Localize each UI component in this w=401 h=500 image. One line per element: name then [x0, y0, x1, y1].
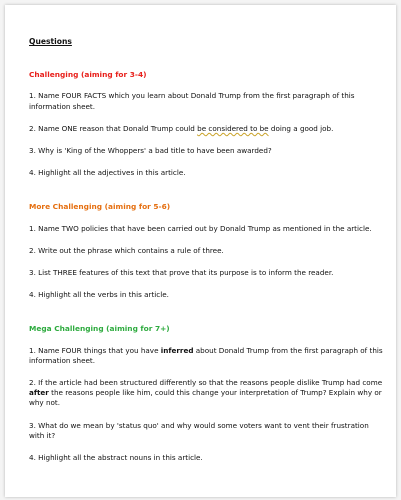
question-item: 4. Highlight all the verbs in this article. [29, 290, 169, 300]
question-item: 1. Name FOUR things that you have inferred about Donald Trump from the first paragraph of this information sheet. [29, 345, 383, 365]
question-item: 1. Name TWO policies that have been carried out by Donald Trump as mentioned in the article. [29, 223, 372, 233]
question-item: 3. What do we mean by 'status quo' and why would some voters want to vent their frustration with it? [29, 420, 369, 440]
section-heading-mega-challenging: Mega Challenging (aiming for 7+) [29, 324, 170, 334]
question-item: 4. Highlight all the adjectives in this article. [29, 168, 186, 178]
question-item: 1. Name FOUR FACTS which you learn about Donald Trump from the first paragraph of this information sheet. [29, 91, 355, 111]
document-page [5, 5, 396, 497]
question-item: 2. Write out the phrase which contains a rule of three. [29, 245, 224, 255]
page-title: Questions [29, 37, 72, 46]
question-item: 3. List THREE features of this text that prove that its purpose is to inform the reader. [29, 268, 334, 278]
question-item: 2. If the article had been structured differently so that the reasons people dislike Trump had come after the reasons people like him, could this change your interpretation of Trump? Explain why or why not. [29, 378, 383, 408]
question-item: 3. Why is 'King of the Whoppers' a bad title to have been awarded? [29, 146, 272, 156]
question-item: 4. Highlight all the abstract nouns in this article. [29, 453, 203, 463]
worksheet-content [29, 37, 384, 475]
section-heading-more-challenging: More Challenging (aiming for 5-6) [29, 202, 171, 212]
question-item: 2. Name ONE reason that Donald Trump could be considered to be doing a good job. [29, 123, 334, 133]
grammar-flag: be considered to be [197, 123, 269, 133]
section-heading-challenging: Challenging (aiming for 3-4) [29, 70, 147, 80]
